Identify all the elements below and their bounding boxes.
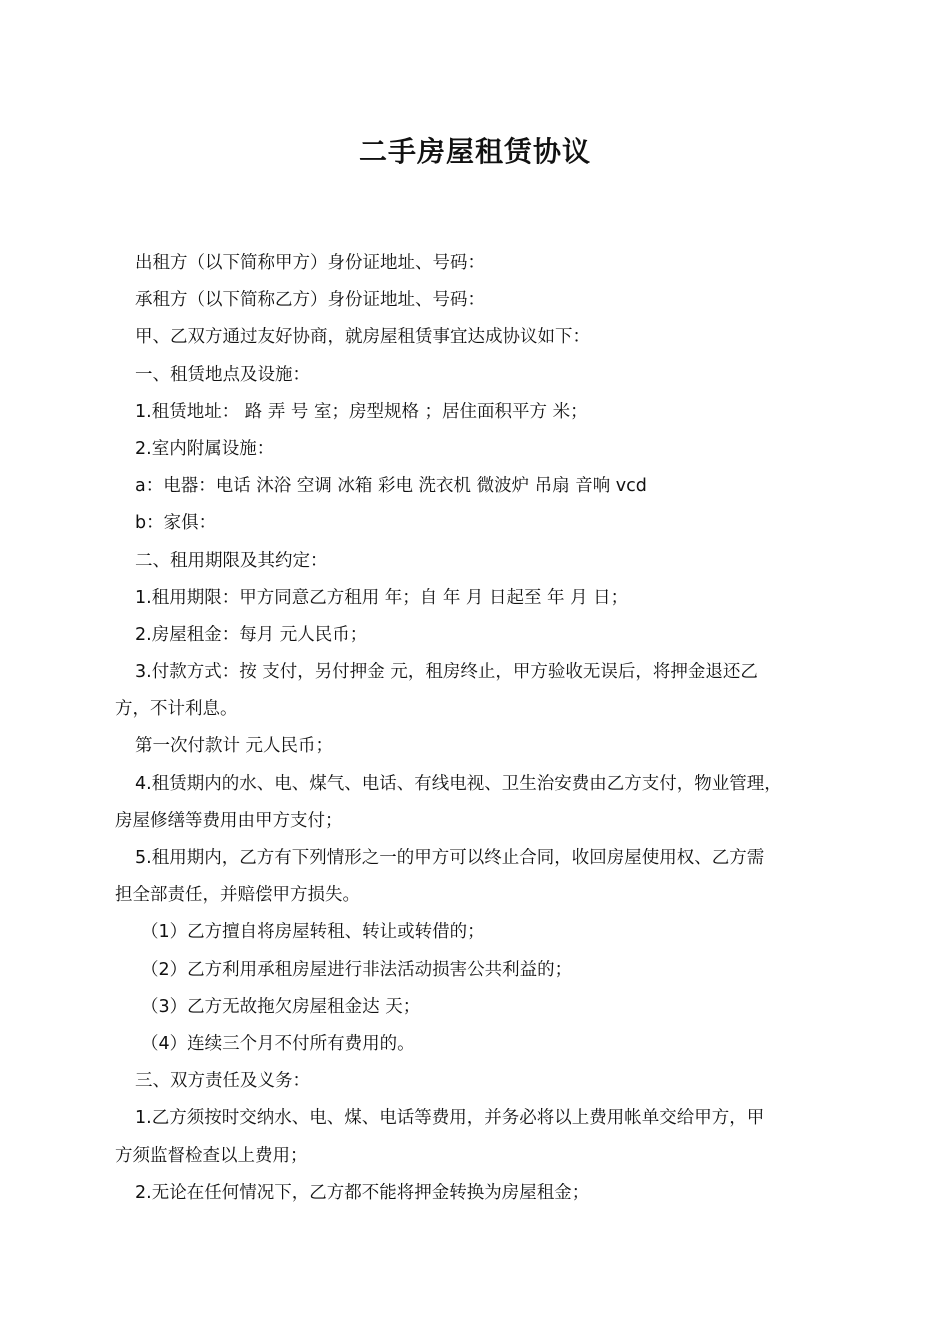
clause-2-3: 3.付款方式：按 支付，另付押金 元，租房终止，甲方验收无误后，将押金退还乙	[135, 662, 758, 683]
clause-2-5-item-2: （2）乙方利用承租房屋进行非法活动损害公共利益的；	[141, 959, 573, 980]
clause-1-2-b: b：家俱：	[135, 513, 217, 534]
first-payment-line: 第一次付款计 元人民币；	[135, 736, 334, 757]
clause-2-4: 4.租赁期内的水、电、煤气、电话、有线电视、卫生治安费由乙方支付，物业管理，	[135, 773, 782, 794]
clause-2-1: 1.租用期限：甲方同意乙方租用 年；自 年 月 日起至 年 月 日；	[135, 587, 629, 608]
clause-2-5-item-3: （3）乙方无故拖欠房屋租金达 天；	[141, 996, 421, 1017]
clause-2-5-item-1: （1）乙方擅自将房屋转租、转让或转借的；	[141, 922, 485, 943]
clause-2-5-cont: 担全部责任，并赔偿甲方损失。	[115, 885, 360, 906]
clause-2-4-cont: 房屋修缮等费用由甲方支付；	[115, 810, 343, 831]
section-heading-1: 一、租赁地点及设施：	[135, 364, 310, 385]
clause-2-5-item-4: （4）连续三个月不付所有费用的。	[141, 1033, 415, 1054]
clause-1-1: 1.租赁地址： 路 弄 号 室；房型规格 ；居住面积平方 米；	[135, 401, 588, 422]
section-heading-2: 二、租用期限及其约定：	[135, 550, 328, 571]
clause-2-5: 5.租用期内，乙方有下列情形之一的甲方可以终止合同，收回房屋使用权、乙方需	[135, 848, 765, 868]
lessor-line: 出租方（以下简称甲方）身份证地址、号码：	[135, 253, 485, 273]
clause-3-2: 2.无论在任何情况下，乙方都不能将押金转换为房屋租金；	[135, 1182, 590, 1203]
document-title: 二手房屋租赁协议	[358, 135, 591, 168]
clause-1-2-a: a：电器：电话 沐浴 空调 冰箱 彩电 洗衣机 微波炉 吊扇 音响 vcd	[135, 476, 647, 497]
clause-3-1-cont: 方须监督检查以上费用；	[115, 1145, 308, 1166]
section-heading-3: 三、双方责任及义务：	[135, 1071, 310, 1092]
agreement-intro: 甲、乙双方通过友好协商，就房屋租赁事宜达成协议如下：	[135, 327, 590, 348]
clause-2-2: 2.房屋租金：每月 元人民币；	[135, 624, 368, 645]
clause-1-2: 2.室内附属设施：	[135, 438, 275, 459]
lessee-line: 承租方（以下简称乙方）身份证地址、号码：	[135, 290, 485, 311]
clause-2-3-cont: 方，不计利息。	[115, 699, 238, 720]
clause-3-1: 1.乙方须按时交纳水、电、煤、电话等费用，并务必将以上费用帐单交给甲方，甲	[135, 1108, 765, 1129]
document-body	[115, 245, 850, 1212]
